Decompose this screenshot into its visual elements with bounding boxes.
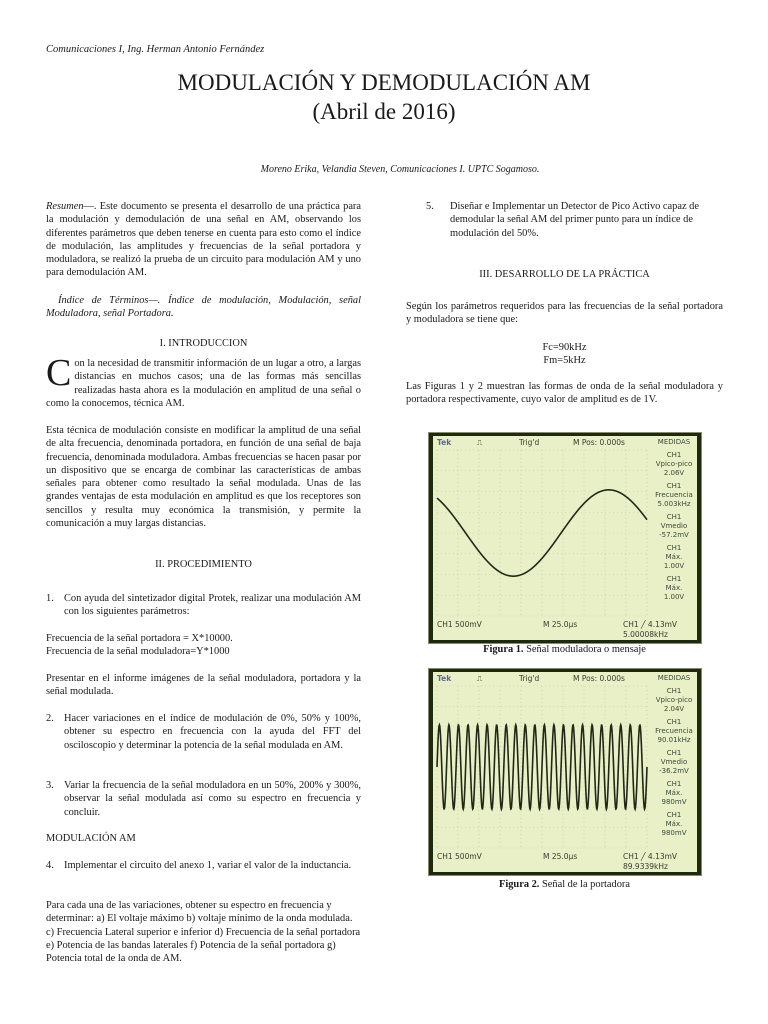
trigger-level: CH1 ╱ 4.13mV [623, 620, 678, 629]
fc-value: Fc=90kHz [542, 342, 587, 353]
authors: Moreno Erika, Velandia Steven, Comunicaciones I. UPTC Sogamoso. [260, 164, 540, 175]
ch1-scale: CH1 500mV [437, 852, 482, 861]
measure-3: CH1 Vmedio -57.2mV [659, 513, 689, 539]
figure-1-caption: Figura 1. Señal moduladora o mensaje [483, 644, 646, 655]
paper-title [0, 68, 768, 126]
subheading-modulacion-am: MODULACIÓN AM [46, 833, 136, 844]
time-scale: M 25.0µs [543, 852, 578, 861]
paragraph-tecnica: Esta técnica de modulación consiste en modificar la amplitud de una señal de alta frecuencia, denominada portadora, en función de una señal de baja frecuencia, denominada moduladora. Ambas frecuencias se hacen pasar por un dispositivo que se encarga de combinar las características de ambas señales para obtener como resultado la señal modulada. Unas de las grandes ventajas de esta modulación en amplitud es que los receptores son sencillos y resulta muy económica la transmisión, y permite la comunicación a muy largas distancias. [46, 425, 361, 530]
title-line-1: MODULACIÓN Y DEMODULACIÓN AM [177, 70, 591, 95]
measure-1: CH1 Vpico-pico 2.06V [655, 451, 693, 477]
run-icon: ⎍ [477, 674, 483, 683]
brand-label: Tek [437, 674, 452, 683]
paragraph-figuras: Las Figuras 1 y 2 muestran las formas de onda de la señal moduladora y portadora respectivamente, cuyo valor de amplitud es de 1V. [406, 381, 723, 406]
trig-status: Trig'd [519, 438, 540, 447]
trigger-level: CH1 ╱ 4.13mV [623, 852, 678, 861]
paragraph-parametros: Según los parámetros requeridos para las frecuencias de la señal portadora y moduladora se tiene que: [406, 301, 723, 326]
abstract-text: Este documento se presenta el desarrollo de una práctica para la modulación y demodulación de una señal en AM, observando los diferentes parámetros que deben tenerse en cuenta para esto como el índice de modulación, las amplitudes y frecuencias de la señal portadora y moduladora, se realizó la prueba de un circuito para modulación AM y uno para demodulación AM. [46, 201, 361, 279]
frequency-params [46, 632, 361, 659]
drop-cap: C [46, 352, 72, 394]
measure-5: CH1 Máx. 1.00V [663, 575, 685, 601]
m-pos: M Pos: 0.000s [573, 438, 625, 447]
abstract-dash: —. [83, 201, 97, 212]
measure-4: CH1 Máx. 980mV [661, 780, 687, 806]
figure-2-caption: Figura 2. Señal de la portadora [499, 879, 630, 890]
fm-value: Fm=5kHz [543, 355, 586, 367]
ch1-scale: CH1 500mV [437, 620, 482, 629]
measure-2: CH1 Frecuencia 5.003kHz [655, 482, 693, 508]
signal-trace [437, 725, 647, 809]
section-introduccion: I. INTRODUCCION [159, 338, 248, 349]
scope-screen [433, 672, 697, 872]
frequency-values [406, 341, 723, 368]
measure-3: CH1 Vmedio -36.2mV [659, 749, 689, 775]
measure-menu: MEDIDAS CH1 Vpico-pico 2.06V CH1 Frecuencia 5.003kHz CH1 Vmedio -57.2mV CH1 Máx. 1.00V CH1 Máx. 1.00V [651, 438, 697, 602]
running-header: Comunicaciones I, Ing. Herman Antonio Fernández [46, 44, 265, 55]
measure-5: CH1 Máx. 980mV [661, 811, 687, 837]
list-item-4: 4. Implementar el circuito del anexo 1, variar el valor de la inductancia. [46, 860, 352, 871]
intro-paragraph [46, 352, 361, 410]
freq-moduladora: Frecuencia de la señal moduladora=Y*1000 [46, 646, 230, 658]
run-icon: ⎍ [477, 438, 483, 447]
brand-label: Tek [437, 438, 452, 447]
list-item-1: 1. Con ayuda del sintetizador digital Protek, realizar una modulación AM con los siguientes parámetros: [46, 593, 361, 618]
freq-portadora: Frecuencia de la señal portadora = X*10000. [46, 633, 233, 644]
trig-status: Trig'd [519, 674, 540, 683]
list-item-2: 2. Hacer variaciones en el índice de modulación de 0%, 50% y 100%, obtener su espectro en frecuencia con la ayuda del FFT del osciloscopio y determinar la potencia de la señal modulada en AM. [46, 713, 361, 751]
trigger-frequency: 5.00008kHz [623, 630, 668, 639]
section-desarrollo: III. DESARROLLO DE LA PRÁCTICA [479, 269, 650, 280]
oscilloscope-figure-2 [428, 668, 702, 876]
title-line-2: (Abril de 2016) [312, 99, 456, 124]
intro-text: on la necesidad de transmitir información de un lugar a otro, a largas distancias en muchos casos; una de las formas más sencillas realizadas hasta ahora es la modulación en amplitud de una señal o como la conocemos, técnica AM. [46, 358, 361, 409]
measure-menu: MEDIDAS CH1 Vpico-pico 2.04V CH1 Frecuencia 90.01kHz CH1 Vmedio -36.2mV CH1 Máx. 980mV CH1 Máx. 980mV [651, 674, 697, 838]
measure-1: CH1 Vpico-pico 2.04V [655, 687, 693, 713]
index-terms [46, 294, 361, 321]
oscilloscope-figure-1 [428, 432, 702, 644]
measure-4: CH1 Máx. 1.00V [663, 544, 685, 570]
m-pos: M Pos: 0.000s [573, 674, 625, 683]
list-item-3: 3. Variar la frecuencia de la señal moduladora en un 50%, 200% y 300%, observar la señal modulada así como su espectro en frecuencia y concluir. [46, 780, 361, 818]
trigger-frequency: 89.9339kHz [623, 862, 668, 871]
section-procedimiento: II. PROCEDIMIENTO [155, 559, 252, 570]
paragraph-variaciones: Para cada una de las variaciones, obtener su espectro en frecuencia y determinar: a) El voltaje máximo b) voltaje mínimo de la onda modulada. c) Frecuencia Lateral superior e inferior d) Frecuencia de la señal portadora e) Potencia de las bandas laterales f) Potencia de la señal portadora g) Potencia total de la onda de AM. [46, 900, 361, 965]
paragraph-presentar: Presentar en el informe imágenes de la señal moduladora, portadora y la señal modulada. [46, 673, 361, 698]
index-terms-label: Índice de Términos—. [58, 295, 161, 306]
scope-screen [433, 436, 697, 640]
index-terms-text: Índice de modulación, Modulación, señal Moduladora, señal Portadora. [46, 295, 361, 320]
list-item-5: 5. Diseñar e Implementar un Detector de Pico Activo capaz de demodular la señal AM del primer punto para un índice de modulación del 50%. [426, 201, 699, 239]
measure-2: CH1 Frecuencia 90.01kHz [655, 718, 693, 744]
time-scale: M 25.0µs [543, 620, 578, 629]
abstract [46, 200, 361, 280]
abstract-label: Resumen [46, 201, 84, 212]
